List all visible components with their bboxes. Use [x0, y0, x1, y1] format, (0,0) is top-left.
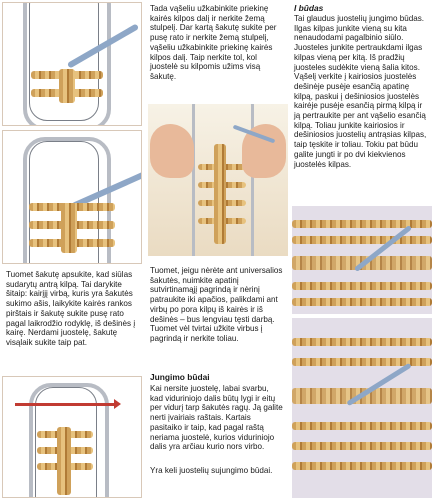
yarn-center-stitch — [214, 144, 226, 244]
instruction-text-middle-left: Tuomet šakutę apsukite, kad siūlas sudarytų antrą kilpą. Tai darykite šitaip: kairįjį virbą, kuris yra šakutės sukimo ašis, laikykite kairės rankos pirštais ir šakutę sukite pusę rato pagal laikrodžio rodyklę, iš dešinės į kairę. Nerdami juostelę, šakutę visąlaik sukite taip pat. — [6, 270, 136, 347]
section-heading-i-budas: I būdas — [294, 3, 324, 13]
photo-joined-strips-2 — [292, 318, 432, 498]
strip-edge-right — [292, 298, 432, 306]
instruction-text-middle-center: Tuomet, jeigu nėrėte ant universalios šakutės, nuimkite apatinį sutvirtinamąjį pagrindą ir nėrinį patraukite iki apačios, palikdami ant virbų po pora kilpų iš kairės ir iš dešinės – bus lengviau tęsti darbą. Tuomet vėl tvirtai užkite virbus į pagrindą ir nerkite toliau. — [150, 266, 283, 343]
hairpin-fork-inner — [29, 2, 99, 121]
illustration-fork-step-3 — [2, 376, 142, 498]
section-footer-jungimo-budai: Yra keli juostelių sujungimo būdai. — [150, 466, 273, 475]
strip-edge-left — [292, 358, 432, 366]
section-heading-jungimo-budai: Jungimo būdai — [150, 372, 210, 382]
illustration-fork-step-1 — [2, 2, 142, 126]
instruction-text-top-middle: Tada vąšeliu užkabinkite priekinę kairės kilpos dalį ir nerkite žemą stulpelį. Dar kartą šakutę sukite per pusę rato ir nerkite žemą stulpelį, vąšeliu užkabinkite priekinę kairės kilpos dalį. Taip nerkite tol, kol juostelė su kilpomis užims visą šakutę. — [150, 4, 277, 81]
left-hand-icon — [150, 124, 194, 178]
yarn-center-stitch — [59, 69, 75, 103]
illustration-fork-step-2 — [2, 130, 142, 264]
yarn-center-stitch — [61, 203, 77, 253]
section-body-jungimo-budai: Kai nersite juostelę, labai svarbu, kad viduriniojo dalis būtų lygi ir eitų per vidurį tarp šakutės ragų. Ją galite nerti įvairiais raštais. Kartais pasitaiko ir taip, kad pagal raštą neriama juostelė, kurios viduriniojo dalis yra arčiau kurio nors virbo. — [150, 384, 283, 452]
strip-edge-right — [292, 422, 432, 430]
photo-joined-strips-1 — [292, 206, 432, 314]
strip-edge-right — [292, 462, 432, 470]
strip-edge-left — [292, 338, 432, 346]
strip-edge-right — [292, 442, 432, 450]
strip-edge-right — [292, 282, 432, 290]
rotate-arrow-icon — [15, 403, 115, 406]
yarn-center-stitch — [57, 427, 71, 495]
photo-hands-knitting — [148, 104, 288, 256]
strip-edge-left — [292, 236, 432, 244]
section-body-i-budas: Tai glaudus juostelių jungimo būdas. Ilgas kilpas junkite vieną su kita nenaudodami pagalbinio siūlo. Juosteles junkite pertraukdami ilgas kilpas vieną per kitą. Iš pradžių juosteles sudėkite vieną šalia kitos. Vąšelį verkite į kairiosios juostelės dešinėje pusėje esančią apatinę kilpą, paskui į dešiniosios juostelės kairėje pusėje esančią pirmą kilpą ir ją pertraukite per ant vąšelio esančią kilpą. Toliau junkite kairiosios ir dešiniosios juostelių antrąsias kilpas, taip tęskite ir toliau. Tokiu pat būdu galite jungti ir po dvi kiekvienos juostelės kilpas. — [294, 14, 427, 169]
